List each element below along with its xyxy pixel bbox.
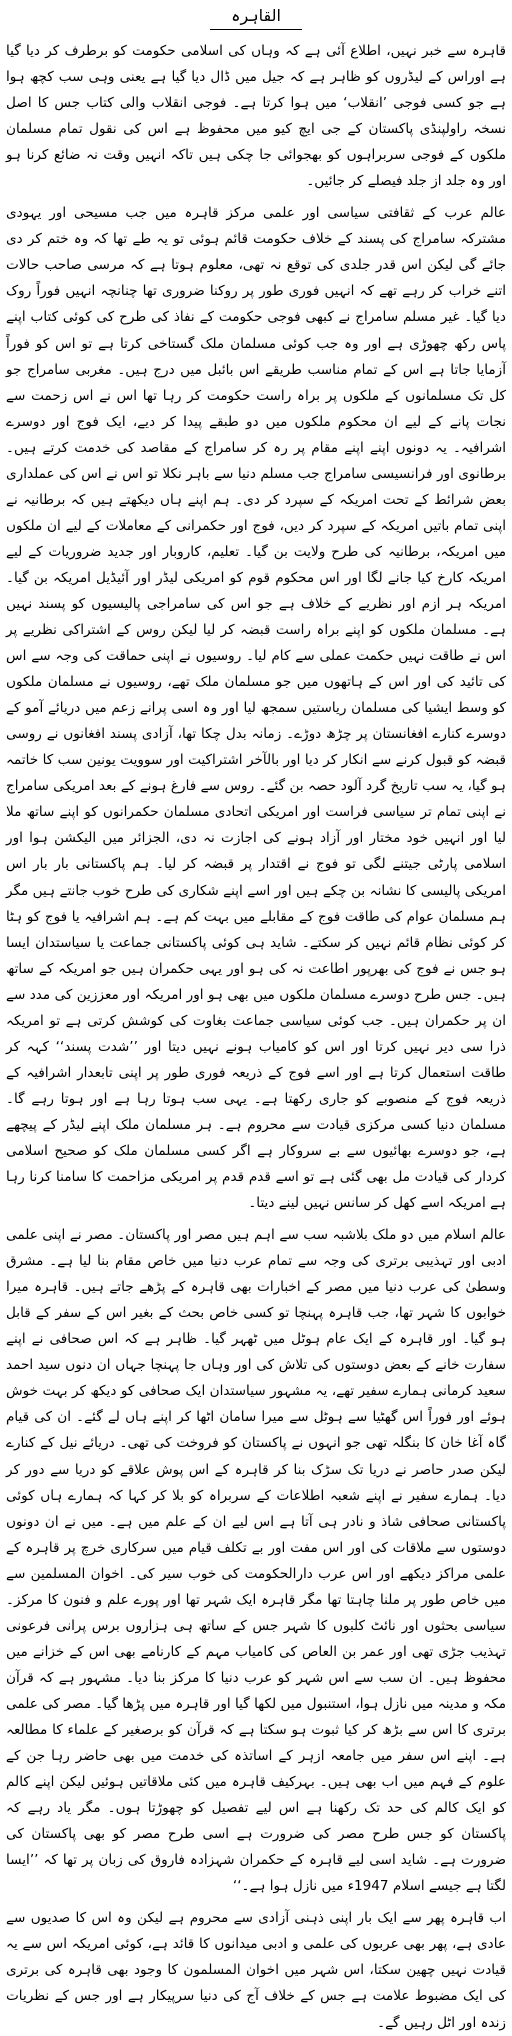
title-underline	[210, 29, 302, 30]
article-title: القاہرہ	[231, 6, 281, 25]
article-paragraph-4: اب قاہرہ پھر سے ایک بار اپنی ذہنی آزادی سے محروم ہے لیکن وہ اس کا صدیوں سے عادی ہے، پھر بھی عربوں کی علمی و ادبی میدانوں کا قائد ہے، کوئی امریکہ اس سے یہ قیادت نہیں چھین سکتا، اس شہر میں اخوان المسلمون کا وجود بھی قاہرہ کی برتری کی ایک مضبوط علامت ہے جس کے خلاف آج کی دنیا سرپیکار ہے اور جس کے نظریات زندہ اور اٹل رہیں گے۔	[6, 1910, 506, 2031]
article-paragraph-3: عالم اسلام میں دو ملک بلاشبہ سب سے اہم ہیں مصر اور پاکستان۔ مصر نے اپنی علمی ادبی اور تہذیبی برتری کی وجہ سے تمام عرب دنیا میں خاص مقام بنا لیا ہے۔ مشرق وسطیٰ کی عرب دنیا میں مصر کے اخبارات بھی قاہرہ کے پڑھے جاتے ہیں۔ قاہرہ میرا خوابوں کا شہر تھا، جب قاہرہ پہنچا تو کسی خاص بحث کے بغیر اس کے سفر کے قابل ہو گیا۔ اور قاہرہ کے ایک عام ہوٹل میں ٹھہر گیا۔ ظاہر ہے کہ اس صحافی نے اپنے سفارت خانے کے بعض دوستوں کی تلاش کی اور وہاں جا پہنچا جہاں ان دنوں سید احمد سعید کرمانی ہمارے سفیر تھے، یہ مشہور سیاستدان ایک صحافی کو دیکھ کر بہت خوش ہوئے اور فوراً اس گھٹیا سے ہوٹل سے میرا سامان اٹھا کر اپنے ہاں لے گئے۔ ان کی قیام گاہ آغا خان کا بنگلہ تھی جو انہوں نے پاکستان کو فروخت کی تھی۔ دریائے نیل کے کنارے لیکن صدر حاصر نے دریا تک سڑک بنا کر قاہرہ کے اس پوش علاقے کو دریا سے دور کر دیا۔ ہمارے سفیر نے اپنے شعبہ اطلاعات کے سربراہ کو بلا کر کہا کہ ہمارے ہاں کوئی پاکستانی صحافی شاذ و نادر ہی آتا ہے اس لیے ان کے علم میں ہے۔ میں نے ان دونوں دوستوں سے ملاقات کی اور اس مفت اور بے تکلف قیام میں سرکاری خرچ پر قاہرہ کے علمی مراکز دیکھے اور اس عرب دارالحکومت کی خوب سیر کی۔ اخوان المسلمین سے میں خاص طور پر ملنا چاہتا تھا مگر قاہرہ ایک شہر تھا اور پورے علم و فنون کا مرکز۔ سیاسی بحثوں اور نائٹ کلبوں کا شہر جس کے ساتھ ہی ہزاروں برس پرانی فرعونی تہذیب جڑی تھی اور عمر بن العاص کی کامیاب مہم کے کارنامے بھی اس کے خزانے میں محفوظ ہیں۔ ان سب سے اس شہر کو عرب دنیا کا مرکز بنا دیا۔ مشہور ہے کہ قرآن مکہ و مدینہ میں نازل ہوا، استنبول میں لکھا گیا اور قاہرہ میں پڑھا گیا۔ مصر کی علمی برتری کا اس سے بڑھ کر کیا ثبوت ہو سکتا ہے کہ قرآن کو برصغیر کے علماء کا مطالعہ ہے۔ اپنے اس سفر میں جامعہ ازہر کے اساتذہ کی خدمت میں بھی حاضر رہا جن کے علوم کے فہم میں اب بھی ہیں۔ بہرکیف قاہرہ میں کئی ملاقاتیں ہوئیں لیکن اپنے کالم کو ایک کالم کی حد تک رکھنا ہے اس لیے تفصیل کو چھوڑتا ہوں۔ مگر یاد رہے کہ پاکستان کو جس طرح مصر کی ضرورت ہے اسی طرح مصر کو بھی پاکستان کی ضرورت ہے۔ شاید اسی لیے قاہرہ کے حکمران شہزادہ فاروق کی زبان پر تھا کہ ’’ایسا لگتا ہے جیسے اسلام 1947ء میں نازل ہوا ہے۔‘‘	[6, 1227, 506, 1895]
article-body	[6, 38, 506, 2036]
article-paragraph-2: عالم عرب کے ثقافتی سیاسی اور علمی مرکز قاہرہ میں جب مسیحی اور یہودی مشترکہ سامراج کی پسند کے خلاف حکومت قائم ہوئی تو یہ طے تھا کہ وہ ختم کر دی جائے گی لیکن اس قدر جلدی کی توقع نہ تھی، معلوم ہوتا ہے کہ مرسی صاحب حالات اتنے خراب کر رہے تھے کہ انہیں فوری طور پر روکنا ضروری تھا چنانچہ انہیں فوراً روک دیا گیا۔ غیر مسلم سامراج نے کبھی فوجی حکومت کے نفاذ کی طرح کی کوئی کتاب اپنے پاس رکھ چھوڑی ہے اور وہ جب کوئی مسلمان ملک گستاخی کرتا ہے تو اس کو فوراً آزمایا جاتا ہے اس کے تمام مناسب طریقے اس بائبل میں درج ہیں۔ مغربی سامراج جو کل تک مسلمانوں کے ملکوں پر براہ راست حکومت کر رہا تھا اس نے اس زحمت سے نجات پانے کے لیے ان محکوم ملکوں میں دو طبقے پیدا کر دیے، ایک فوج اور دوسرے اشرافیہ۔ یہ دونوں اپنے اپنے مقام پر رہ کر سامراج کے مقاصد کی خدمت کرتے ہیں۔ برطانوی اور فرانسیسی سامراج جب مسلم دنیا سے باہر نکلا تو اس نے اس کی عملداری بعض شرائط کے تحت امریکہ کے سپرد کر دی۔ ہم اپنے ہاں دیکھتے ہیں کہ برطانیہ نے اپنی تمام باتیں امریکہ کے سپرد کر دیں، فوج اور حکمرانی کے معاملات کے لیے ان ملکوں میں امریکہ، برطانیہ کی طرح ولایت بن گیا۔ تعلیم، کاروبار اور جدید ضروریات کے لیے امریکہ کارخ کیا جانے لگا اور اس محکوم قوم کو امریکی لیڈر اور آئیڈیل امریکہ بن گیا۔ امریکہ ہر ازم اور نظریے کے خلاف ہے جو اس کی سامراجی پالیسیوں کو پسند نہیں ہے۔ مسلمان ملکوں کو اپنے براہ راست قبضہ کر لیا لیکن روس کے اشتراکی نظریے پر اس نے طاقت نہیں حکمت عملی سے کام لیا۔ روسیوں نے اپنی حماقت کی وجہ سے اس کی تائید کی اور اس کے ہاتھوں میں جو مسلمان ملک تھے، روسیوں نے مسلمان ملکوں کو وسط ایشیا کی مسلمان ریاستیں سمجھ لیا اور وہ اسی پرانے زعم میں دریائے آمو کے دوسرے کنارے افغانستان پر چڑھ دوڑے۔ زمانہ بدل چکا تھا، آزادی پسند افغانوں نے روسی قبضہ کو قبول کرنے سے انکار کر دیا اور بالآخر اشتراکیت اور سوویت یونین سب کا خاتمہ ہو گیا، یہ سب تاریخ گرد آلود حصہ بن گئے۔ روس سے فارغ ہونے کے بعد امریکی سامراج نے اپنی تمام تر سیاسی فراست اور امریکی اتحادی مسلمان حکمرانوں کو اپنے ساتھ ملا لیا اور انہیں خود مختار اور آزاد ہونے کی اجازت نہ دی، الجزائر میں الیکشن ہوا اور اسلامی پارٹی جیتنے لگی تو فوج نے اقتدار پر قبضہ کر لیا۔ ہم پاکستانی بار بار اس امریکی پالیسی کا نشانہ بن چکے ہیں اور اسے اپنے شکاری کی طرح خوب جانتے ہیں مگر ہم مسلمان عوام کی طاقت فوج کے مقابلے میں بہت کم ہے۔ ہم اشرافیہ یا فوج کو ہٹا کر کوئی نظام قائم نہیں کر سکتے۔ شاید ہی کوئی پاکستانی جماعت یا سیاستدان ایسا ہو جس نے فوج کی بھرپور اطاعت نہ کی ہو اور یہی حکمران ہیں جو امریکہ کے ساتھ ہیں۔ جس طرح دوسرے مسلمان ملکوں میں بھی ہو اور امریکہ اور معززین کی مدد سے ان پر حکمران ہیں۔ جب کوئی سیاسی جماعت بغاوت کی کوشش کرتی ہے تو امریکہ ذرا سی دیر نہیں کرتا اور اس کو کامیاب ہونے نہیں دیتا اور ’’شدت پسند‘‘ کہہ کر طاقت استعمال کرتا ہے اور اسے فوج کے ذریعہ فوری طور پر اپنی تابعدار اشرافیہ کے ذریعہ فوج کے منصوبے کو جاری رکھتا ہے۔ یہی سب ہوتا رہا ہے اور ہوتا رہے گا۔ مسلمان دنیا کسی مرکزی قیادت سے محروم ہے۔ ہر مسلمان ملک اپنے لیڈر کے پیچھے ہے، جو دوسرے بھائیوں سے بے سروکار ہے اگر کسی مسلمان ملک کو صحیح اسلامی کردار کی قیادت مل بھی گئی ہے تو اسے قدم قدم پر امریکی مزاحمت کا سامنا کرنا رہا ہے امریکہ اسے کھل کر سانس نہیں لینے دیتا۔	[6, 205, 506, 1212]
article-paragraph-1: قاہرہ سے خبر نہیں، اطلاع آئی ہے کہ وہاں کی اسلامی حکومت کو برطرف کر دیا گیا ہے اوراس کے لیڈروں کو ظاہر ہے کہ جیل میں ڈال دیا گیا ہے یعنی وہی سب کچھ ہوا ہے جو کسی فوجی ’انقلاب‘ میں ہوا کرتا ہے۔ فوجی انقلاب والی کتاب جس کا اصل نسخہ راولپنڈی پاکستان کے جی ایچ کیو میں محفوظ ہے اس کی نقول تمام مسلمان ملکوں کے فوجی سربراہوں کو بھجوائی جا چکی ہیں تاکہ انہیں وقت نہ ضائع کرنا ہو اور وہ جلد از جلد فیصلے کر جائیں۔	[6, 43, 506, 190]
